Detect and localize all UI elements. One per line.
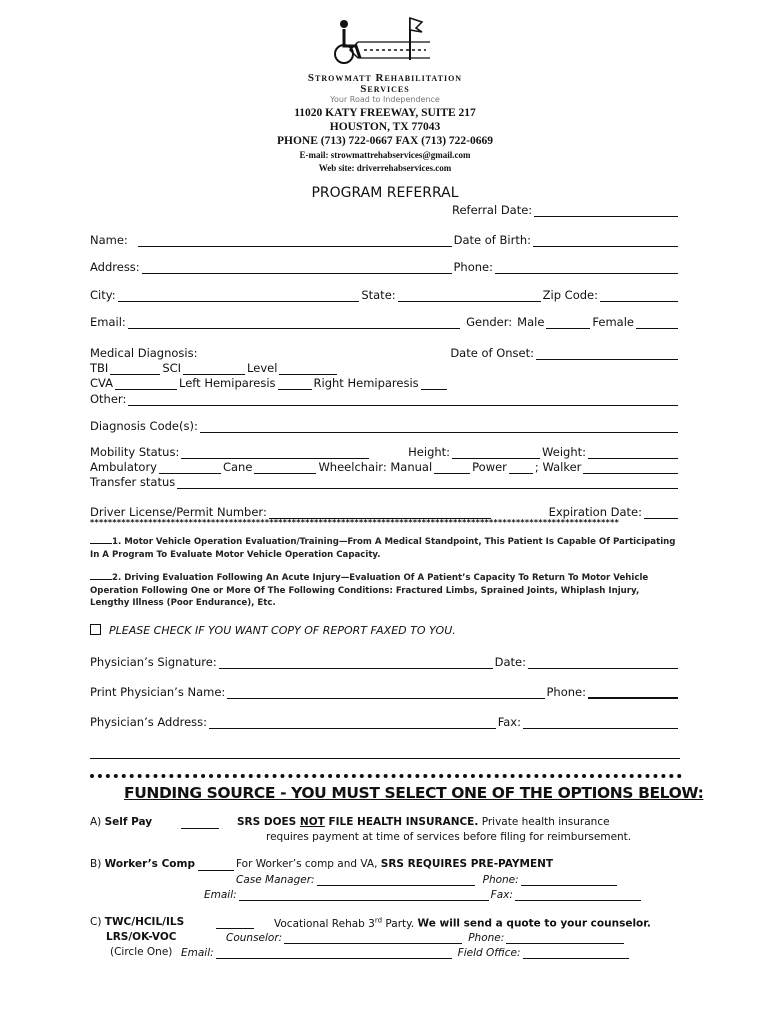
diagnosis-codes-label: Diagnosis Code(s):: [90, 419, 198, 433]
walker-field[interactable]: [583, 461, 678, 474]
case-manager-phone-field[interactable]: [521, 873, 617, 886]
funding-c-desc-text: Vocational Rehab 3rd Party.: [274, 916, 415, 930]
funding-c-checkline[interactable]: [216, 916, 254, 929]
name-field[interactable]: [138, 234, 452, 247]
funding-c-title2: LRS/OK-VOC: [106, 931, 177, 943]
cane-field[interactable]: [254, 461, 316, 474]
diagnosis-codes-field[interactable]: [200, 420, 678, 433]
transfer-status-label: Transfer status: [90, 475, 176, 489]
email-label: Email:: [90, 315, 126, 329]
phone-fax: PHONE (713) 722-0667 FAX (713) 722-0669: [276, 135, 494, 147]
case-manager-fax-field[interactable]: [515, 888, 641, 901]
case-manager-phone-label: Phone:: [482, 874, 519, 886]
funding-c-title: TWC/HCIL/ILS: [104, 916, 185, 928]
funding-a-desc-rest: Private health insurance: [481, 816, 610, 828]
cva-field[interactable]: [115, 377, 177, 390]
option-2-checkline[interactable]: [90, 570, 112, 580]
weight-label: Weight:: [542, 445, 586, 459]
funding-c-label: C): [90, 916, 102, 928]
date-onset-field[interactable]: [536, 347, 678, 360]
funding-b-desc: [236, 858, 553, 870]
counselor-email-label: Email:: [181, 947, 214, 959]
wheelchair-flag-icon: [330, 14, 440, 70]
state-field[interactable]: [398, 289, 541, 302]
referral-date-field[interactable]: [534, 204, 678, 217]
case-manager-email-field[interactable]: [239, 888, 489, 901]
power-label: Power: [472, 460, 507, 474]
physician-date-label: Date:: [494, 655, 526, 669]
driver-license-label: Driver License/Permit Number:: [90, 505, 267, 519]
fax-check-label: PLEASE CHECK IF YOU WANT COPY OF REPORT FAXED TO YOU.: [109, 624, 456, 637]
physician-date-field[interactable]: [528, 656, 678, 669]
city-label: City:: [90, 288, 116, 302]
tbi-field[interactable]: [110, 362, 160, 375]
option-1-text: 1. Motor Vehicle Operation Evaluation/Training—From A Medical Standpoint, This Patient Is Capable Of Participating In A Program To Evaluate Motor Vehicle Operation Capacity.: [90, 537, 676, 560]
level-field[interactable]: [279, 362, 337, 375]
funding-c: [90, 916, 184, 928]
counselor-phone-field[interactable]: [506, 931, 624, 944]
option-1-checkline[interactable]: [90, 534, 112, 544]
counselor-phone-label: Phone:: [468, 932, 505, 944]
right-hemiparesis-field[interactable]: [421, 377, 447, 390]
star-divider: **********************************************************************************************************************: [90, 518, 620, 527]
weight-field[interactable]: [588, 446, 678, 459]
field-office-label: Field Office:: [457, 947, 521, 959]
cva-label: CVA: [90, 376, 114, 390]
left-hemiparesis-label: Left Hemiparesis: [179, 376, 276, 390]
left-hemiparesis-field[interactable]: [278, 377, 312, 390]
other-label: Other:: [90, 392, 127, 406]
funding-b-desc-text: For Worker’s comp and VA,: [236, 858, 378, 870]
funding-b-case-row: [236, 873, 619, 886]
funding-b-desc-bold: SRS REQUIRES PRE-PAYMENT: [380, 858, 554, 870]
cane-label: Cane: [222, 460, 253, 474]
phone-label: Phone:: [453, 260, 493, 274]
female-field[interactable]: [636, 316, 678, 329]
phone-field[interactable]: [495, 261, 678, 274]
physician-signature-label: Physician’s Signature:: [90, 655, 217, 669]
female-label: Female: [592, 315, 634, 329]
funding-a: [90, 816, 152, 828]
funding-b-title: Worker’s Comp: [104, 858, 195, 870]
option-1: [90, 534, 680, 561]
right-hemiparesis-label: Right Hemiparesis: [313, 376, 419, 390]
case-manager-label: Case Manager:: [236, 874, 315, 886]
funding-b-checkline[interactable]: [198, 858, 234, 871]
tagline: Your Road to Independence: [330, 95, 440, 104]
website-line: Web site: driverrehabservices.com: [318, 163, 452, 173]
counselor-email-field[interactable]: [216, 946, 452, 959]
dotted-divider: [90, 774, 682, 778]
funding-c-email-row: [181, 946, 631, 959]
funding-b-label: B): [90, 858, 102, 870]
email-field[interactable]: [128, 316, 460, 329]
address-line2: HOUSTON, TX 77043: [329, 121, 441, 133]
sci-label: SCI: [162, 361, 182, 375]
funding-heading: FUNDING SOURCE - YOU MUST SELECT ONE OF THE OPTIONS BELOW:: [124, 784, 704, 802]
dob-label: Date of Birth:: [453, 233, 531, 247]
field-office-field[interactable]: [523, 946, 629, 959]
physician-phone-label: Phone:: [546, 685, 586, 699]
referral-date-label: Referral Date:: [452, 203, 533, 217]
physician-address-label: Physician’s Address:: [90, 715, 208, 729]
page-title: PROGRAM REFERRAL: [311, 185, 459, 201]
option-2-text: 2. Driving Evaluation Following An Acute Injury—Evaluation Of A Patient’s Capacity To Return To Motor Vehicle Operation Following One or More Of The Following Conditions: Fractured Limbs, Sprained Joints, Whiplash Injury, Lengthy Illness (Poor Endurance), Etc.: [90, 573, 649, 608]
funding-c-circle: (Circle One): [110, 946, 173, 958]
email-line: E-mail: strowmattrehabservices@gmail.com: [299, 150, 471, 160]
funding-a-desc: [237, 816, 610, 828]
other-field[interactable]: [128, 393, 678, 406]
ambulatory-label: Ambulatory: [90, 460, 157, 474]
address-label: Address:: [90, 260, 140, 274]
city-field[interactable]: [118, 289, 360, 302]
wheelchair-manual-label: Wheelchair: Manual: [318, 460, 433, 474]
fax-checkbox[interactable]: [90, 624, 101, 635]
option-2: [90, 570, 680, 610]
counselor-field[interactable]: [284, 931, 462, 944]
funding-b: [90, 858, 195, 870]
physician-signature-field[interactable]: [219, 656, 493, 669]
funding-c-desc-bold: We will send a quote to your counselor.: [417, 917, 651, 930]
funding-a-desc-line2: requires payment at time of services before filing for reimbursement.: [266, 831, 632, 843]
case-manager-field[interactable]: [317, 873, 475, 886]
physician-name-label: Print Physician’s Name:: [90, 685, 226, 699]
case-manager-email-label: Email:: [204, 889, 237, 901]
logo: [330, 14, 440, 70]
case-manager-fax-label: Fax:: [490, 889, 513, 901]
physician-address-line2[interactable]: [90, 758, 680, 759]
funding-c-desc: [274, 916, 651, 930]
physician-name-field[interactable]: [227, 686, 544, 699]
dob-field[interactable]: [533, 234, 678, 247]
counselor-label: Counselor:: [226, 932, 283, 944]
fax-check-row: [90, 624, 456, 637]
transfer-status-field[interactable]: [177, 476, 678, 489]
address-line1: 11020 KATY FREEWAY, SUITE 217: [294, 107, 476, 119]
sci-field[interactable]: [183, 362, 245, 375]
org-name-line2: Services: [360, 83, 410, 95]
level-label: Level: [247, 361, 278, 375]
medical-diagnosis-label: Medical Diagnosis:: [90, 346, 198, 360]
physician-fax-label: Fax:: [497, 715, 521, 729]
gender-label: Gender:: [466, 315, 513, 329]
physician-phone-field[interactable]: [588, 685, 678, 699]
funding-b-email-row: [204, 888, 643, 901]
physician-address-field[interactable]: [209, 716, 496, 729]
physician-fax-field[interactable]: [523, 716, 678, 729]
height-field[interactable]: [452, 446, 540, 459]
org-name-line1: Strowmatt Rehabilitation: [307, 72, 463, 84]
male-field[interactable]: [546, 316, 590, 329]
height-label: Height:: [408, 445, 451, 459]
funding-a-title: Self Pay: [104, 816, 153, 828]
wheelchair-manual-field[interactable]: [434, 461, 470, 474]
address-field[interactable]: [142, 261, 452, 274]
funding-a-label: A): [90, 816, 102, 828]
zip-field[interactable]: [600, 289, 678, 302]
mobility-status-field[interactable]: [181, 446, 369, 459]
funding-c-counselor-row: [226, 931, 626, 944]
funding-a-desc-bold: SRS DOES NOT FILE HEALTH INSURANCE.: [237, 816, 479, 828]
name-label: Name:: [90, 233, 128, 247]
male-label: Male: [517, 315, 545, 329]
power-field[interactable]: [509, 461, 533, 474]
funding-a-checkline[interactable]: [181, 816, 219, 829]
state-label: State:: [361, 288, 396, 302]
date-onset-label: Date of Onset:: [450, 346, 534, 360]
ambulatory-field[interactable]: [159, 461, 221, 474]
expiration-label: Expiration Date:: [548, 505, 642, 519]
zip-label: Zip Code:: [542, 288, 598, 302]
walker-label: ; Walker: [534, 460, 582, 474]
tbi-label: TBI: [90, 361, 109, 375]
mobility-status-label: Mobility Status:: [90, 445, 180, 459]
